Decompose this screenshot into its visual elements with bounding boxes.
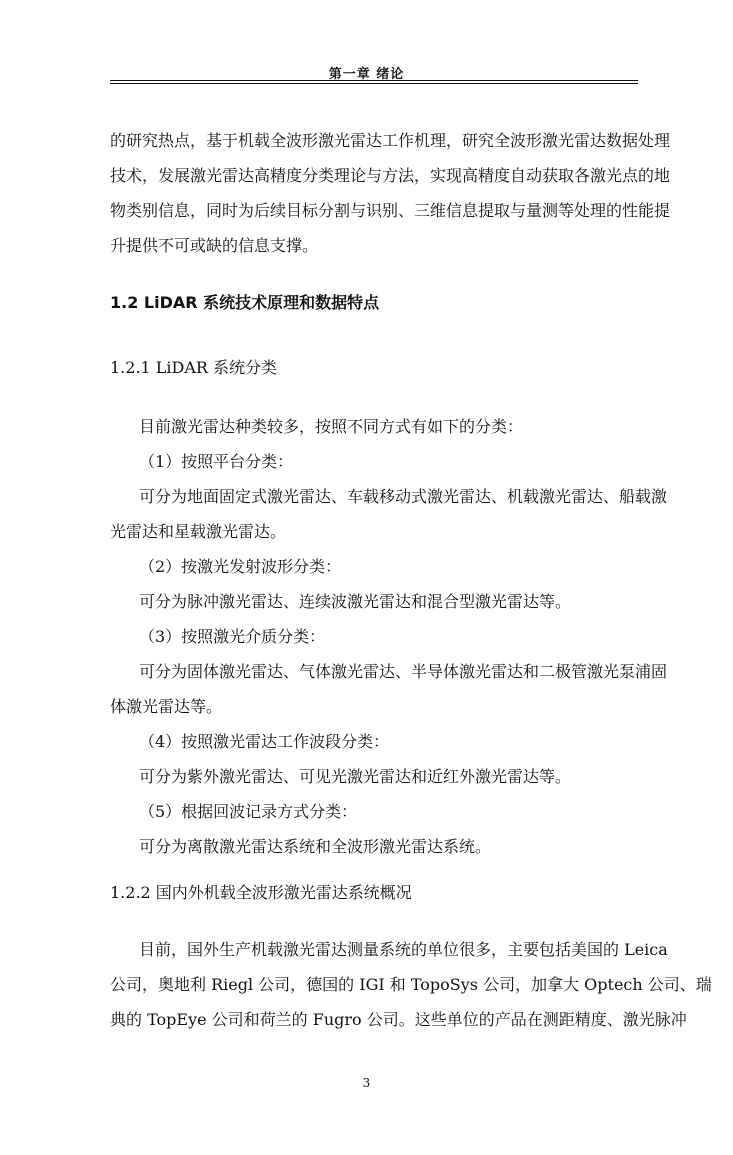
paragraph-line: 目前激光雷达种类较多，按照不同方式有如下的分类： [139, 417, 524, 436]
paragraph-line: 升提供不可或缺的信息支撑。 [110, 236, 319, 255]
list-item-heading: （1）按照平台分类： [139, 452, 294, 471]
paragraph-line: 可分为地面固定式激光雷达、车载移动式激光雷达、机载激光雷达、船载激 [139, 487, 668, 506]
list-item-heading: （3）按照激光介质分类： [139, 627, 326, 646]
paragraph-line: 体激光雷达等。 [110, 697, 223, 716]
classification-list [110, 409, 668, 864]
paragraph-line: 光雷达和星载激光雷达。 [110, 522, 287, 541]
paragraph-line: 目前，国外生产机载激光雷达测量系统的单位很多，主要包括美国的 Leica [139, 940, 668, 959]
paragraph-line: 物类别信息，同时为后续目标分割与识别、三维信息提取与量测等处理的性能提 [110, 201, 671, 220]
list-item-heading: （2）按激光发射波形分类： [139, 557, 342, 576]
header-rule [110, 80, 638, 84]
paragraph-line: 可分为固体激光雷达、气体激光雷达、半导体激光雷达和二极管激光泵浦固 [139, 662, 668, 681]
running-header-title: 第一章 绪论 [328, 67, 405, 82]
overview-paragraph [110, 932, 712, 1037]
paragraph-line: 公司，奥地利 Riegl 公司，德国的 IGI 和 TopoSys 公司，加拿大 Optech 公司、瑞 [110, 975, 712, 994]
section-heading-1-2: 1.2 LiDAR 系统技术原理和数据特点 [110, 293, 380, 312]
paragraph-line: 技术，发展激光雷达高精度分类理论与方法，实现高精度自动获取各激光点的地 [110, 166, 671, 185]
list-item-heading: （5）根据回波记录方式分类： [139, 802, 358, 821]
paragraph-line: 的研究热点，基于机载全波形激光雷达工作机理，研究全波形激光雷达数据处理 [110, 131, 671, 150]
paragraph-line: 典的 TopEye 公司和荷兰的 Fugro 公司。这些单位的产品在测距精度、激光脉冲 [110, 1010, 687, 1029]
list-item-heading: （4）按照激光雷达工作波段分类： [139, 732, 390, 751]
section-heading-1-2-1: 1.2.1 LiDAR 系统分类 [110, 358, 278, 377]
paragraph-line: 可分为脉冲激光雷达、连续波激光雷达和混合型激光雷达等。 [139, 592, 572, 611]
page-number: 3 [362, 1076, 371, 1090]
paragraph-line: 可分为离散激光雷达系统和全波形激光雷达系统。 [139, 837, 492, 856]
section-heading-1-2-2: 1.2.2 国内外机载全波形激光雷达系统概况 [110, 883, 412, 902]
paragraph-line: 可分为紫外激光雷达、可见光激光雷达和近红外激光雷达等。 [139, 767, 572, 786]
intro-paragraph [110, 123, 671, 263]
